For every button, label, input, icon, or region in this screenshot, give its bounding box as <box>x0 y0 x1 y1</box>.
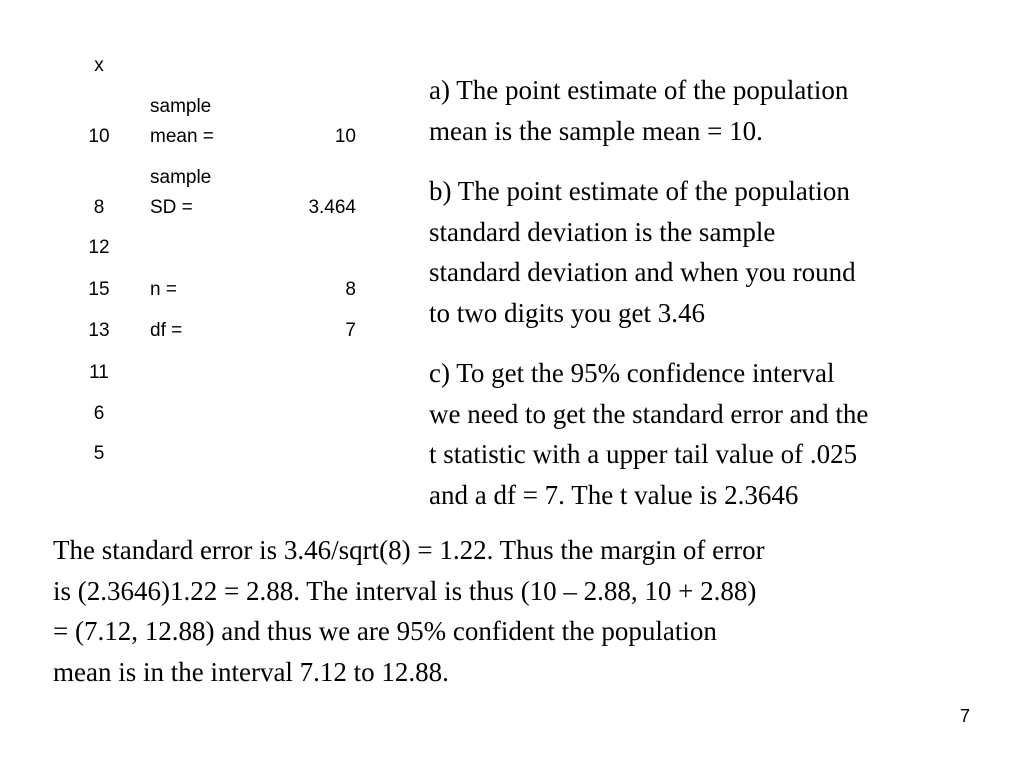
stat-value: 7 <box>345 320 356 341</box>
answer-text <box>429 70 1009 535</box>
x-value-cell: 10 <box>88 126 110 147</box>
text-line: is (2.3646)1.22 = 2.88. The interval is thus (10 – 2.88, 10 + 2.88) <box>53 575 757 606</box>
text-line: we need to get the standard error and the <box>429 398 869 429</box>
text-line: and a df = 7. The t value is 2.3646 <box>429 479 799 510</box>
text-line: to two digits you get 3.46 <box>429 297 705 328</box>
column-header-x: x <box>94 55 104 76</box>
data-table <box>0 0 400 480</box>
answer-b <box>429 171 1009 333</box>
stat-value: 8 <box>345 279 356 300</box>
answer-c <box>429 353 1009 515</box>
stat-label: SD = <box>150 197 193 218</box>
text-line: = (7.12, 12.88) and thus we are 95% confident the population <box>53 616 717 646</box>
stat-label: sample <box>150 167 212 188</box>
text-line: standard deviation and when you round <box>429 257 856 287</box>
text-line: c) To get the 95% confidence interval <box>429 358 835 388</box>
answer-a <box>429 70 1009 151</box>
x-value-cell: 11 <box>89 362 109 383</box>
text-line: The standard error is 3.46/sqrt(8) = 1.22. Thus the margin of error <box>53 535 765 565</box>
stat-value: 3.464 <box>308 197 356 218</box>
stat-label: sample <box>150 96 212 117</box>
text-line: t statistic with a upper tail value of .025 <box>429 439 858 469</box>
conclusion-paragraph <box>53 530 1003 692</box>
stat-label: mean = <box>150 126 214 147</box>
text-line: b) The point estimate of the population <box>429 176 850 206</box>
stat-label: df = <box>150 320 183 341</box>
x-value-cell: 5 <box>93 443 105 464</box>
stat-label: n = <box>150 279 177 300</box>
x-value-cell: 13 <box>88 320 110 341</box>
x-value-cell: 12 <box>88 237 110 258</box>
text-line: standard deviation is the sample <box>429 216 776 247</box>
x-value-cell: 15 <box>88 279 110 300</box>
x-value-cell: 8 <box>93 197 105 218</box>
text-line: a) The point estimate of the population <box>429 75 849 105</box>
text-line: mean is in the interval 7.12 to 12.88. <box>53 656 449 687</box>
page-number: 7 <box>959 706 970 726</box>
stat-value: 10 <box>334 126 356 147</box>
text-line: mean is the sample mean = 10. <box>429 115 763 146</box>
x-value-cell: 6 <box>93 403 105 424</box>
